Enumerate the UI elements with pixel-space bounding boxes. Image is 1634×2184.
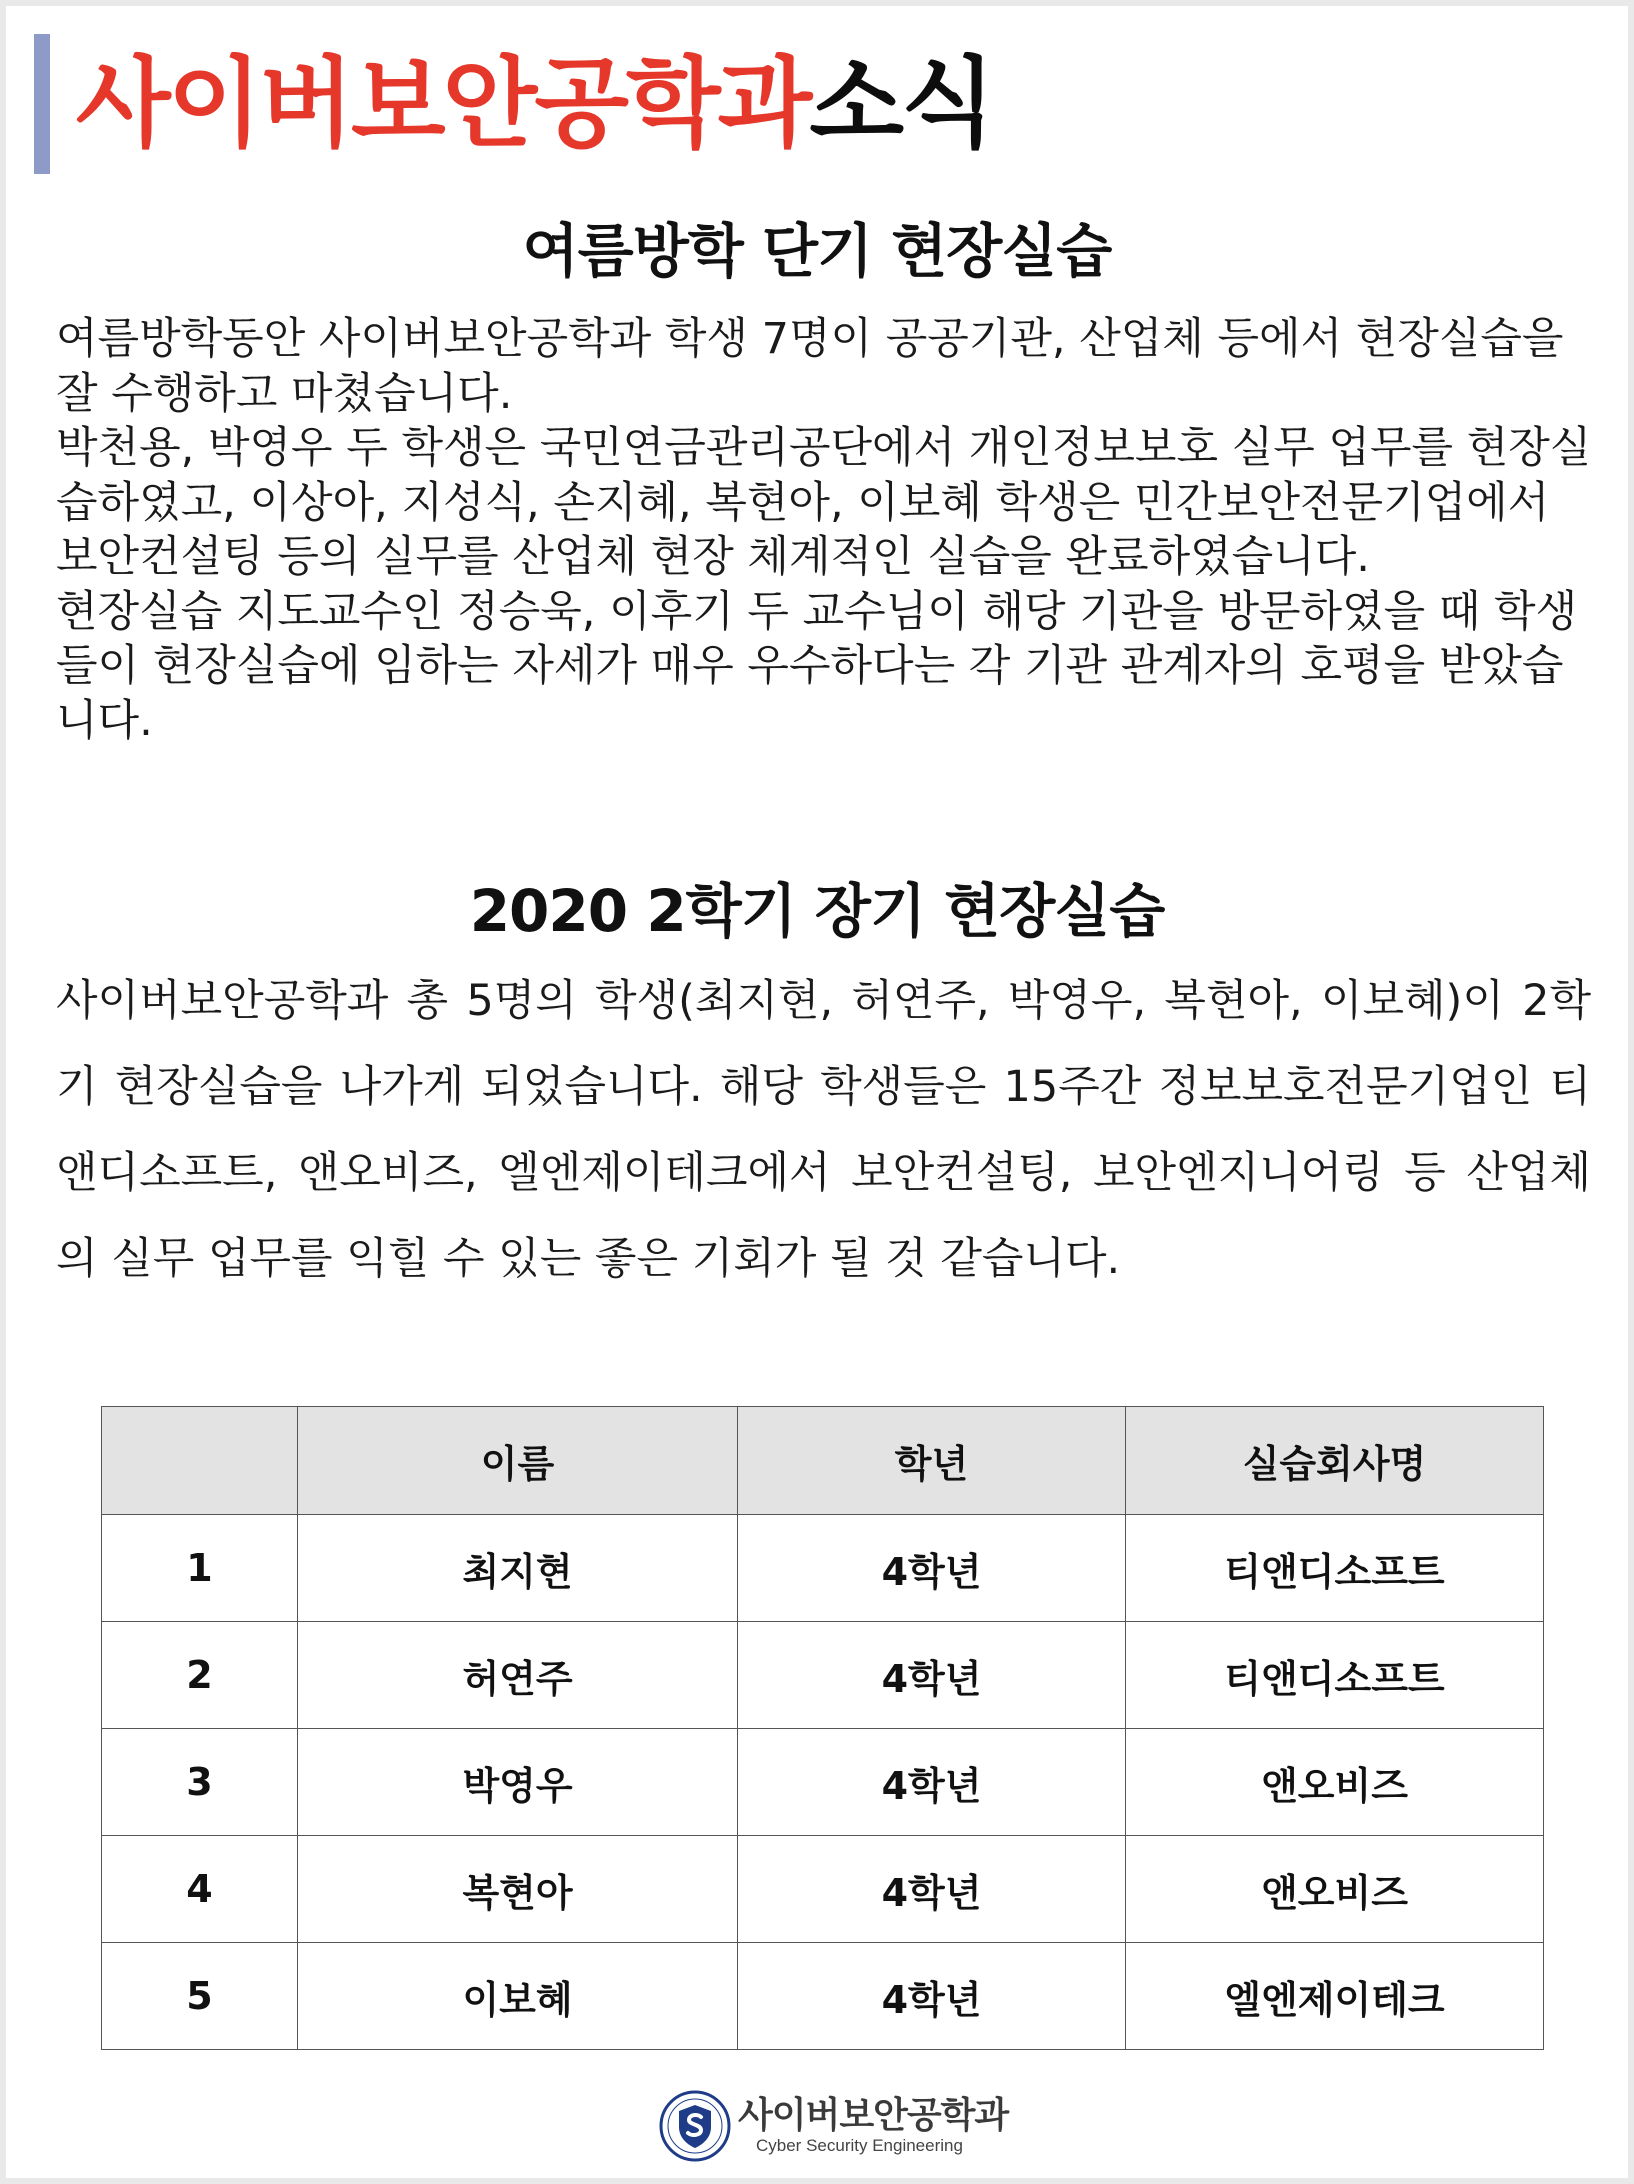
cell-company: 엘엔제이테크 [1126, 1943, 1544, 2050]
cell-company: 앤오비즈 [1126, 1836, 1544, 1943]
header-cell-index [102, 1407, 298, 1515]
cell-grade: 4학년 [738, 1515, 1126, 1622]
cell-grade: 4학년 [738, 1943, 1126, 2050]
footer-text [738, 2095, 1009, 2155]
cell-company: 티앤디소프트 [1126, 1515, 1544, 1622]
section1-paragraph: 현장실습 지도교수인 정승욱, 이후기 두 교수님이 해당 기관을 방문하였을 때 학생들이 현장실습에 임하는 자세가 매우 우수하다는 각 기관 관계자의 호평을 받았습니다. [56, 586, 1578, 746]
section2-body: 사이버보안공학과 총 5명의 학생(최지현, 허연주, 박영우, 복현아, 이보혜)이 2학기 현장실습을 나가게 되었습니다. 해당 학생들은 15주간 정보보호전문기업인 티앤디소프트, 앤오비즈, 엘엔제이테크에서 보안컨설팅, 보안엔지니어링 등 산업체의 실무 업무를 익힐 수 있는 좋은 기회가 될 것 같습니다. [56, 976, 1591, 1284]
newsletter-page [6, 6, 1628, 2178]
cell-index: 5 [102, 1943, 298, 2050]
header-cell-name: 이름 [298, 1407, 738, 1515]
section1-paragraph: 여름방학동안 사이버보안공학과 학생 7명이 공공기관, 산업체 등에서 현장실습을 잘 수행하고 마쳤습니다. [56, 314, 1564, 419]
cell-index: 2 [102, 1622, 298, 1729]
cell-index: 1 [102, 1515, 298, 1622]
footer-dept-english: Cyber Security Engineering [756, 2136, 963, 2155]
table-row [102, 1836, 1544, 1943]
cell-index: 3 [102, 1729, 298, 1836]
cell-grade: 4학년 [738, 1836, 1126, 1943]
cell-index: 4 [102, 1836, 298, 1943]
cell-name: 허연주 [298, 1622, 738, 1729]
section1-paragraph: 박천용, 박영우 두 학생은 국민연금관리공단에서 개인정보보호 실무 업무를 현장실습하였고, 이상아, 지성식, 손지혜, 복현아, 이보혜 학생은 민간보안전문기업에서 보안컨설팅 등의 실무를 산업체 현장 체계적인 실습을 완료하였습니다. [56, 423, 1592, 582]
footer-dept-korean: 사이버보안공학과 [738, 2095, 1009, 2136]
cell-name: 복현아 [298, 1836, 738, 1943]
page-title [76, 47, 993, 161]
cell-name: 박영우 [298, 1729, 738, 1836]
header-accent-bar [34, 34, 50, 174]
table-row [102, 1943, 1544, 2050]
page-title-news: 소식 [809, 47, 993, 161]
footer [658, 2086, 1008, 2166]
shield-s-logo-icon [658, 2089, 732, 2163]
section1-body [56, 312, 1596, 748]
cell-grade: 4학년 [738, 1729, 1126, 1836]
section1-title: 여름방학 단기 현장실습 [522, 217, 1112, 285]
table-row [102, 1622, 1544, 1729]
page-title-dept: 사이버보안공학과 [76, 47, 810, 161]
internship-table [101, 1406, 1544, 2050]
cell-company: 티앤디소프트 [1126, 1622, 1544, 1729]
section2-title: 2020 2학기 장기 현장실습 [469, 877, 1165, 945]
cell-name: 최지현 [298, 1515, 738, 1622]
header-cell-company: 실습회사명 [1126, 1407, 1544, 1515]
cell-name: 이보혜 [298, 1943, 738, 2050]
cell-company: 앤오비즈 [1126, 1729, 1544, 1836]
table-row [102, 1729, 1544, 1836]
cell-grade: 4학년 [738, 1622, 1126, 1729]
table-header-row [102, 1407, 1544, 1515]
header [34, 34, 993, 174]
header-cell-grade: 학년 [738, 1407, 1126, 1515]
table-row [102, 1515, 1544, 1622]
